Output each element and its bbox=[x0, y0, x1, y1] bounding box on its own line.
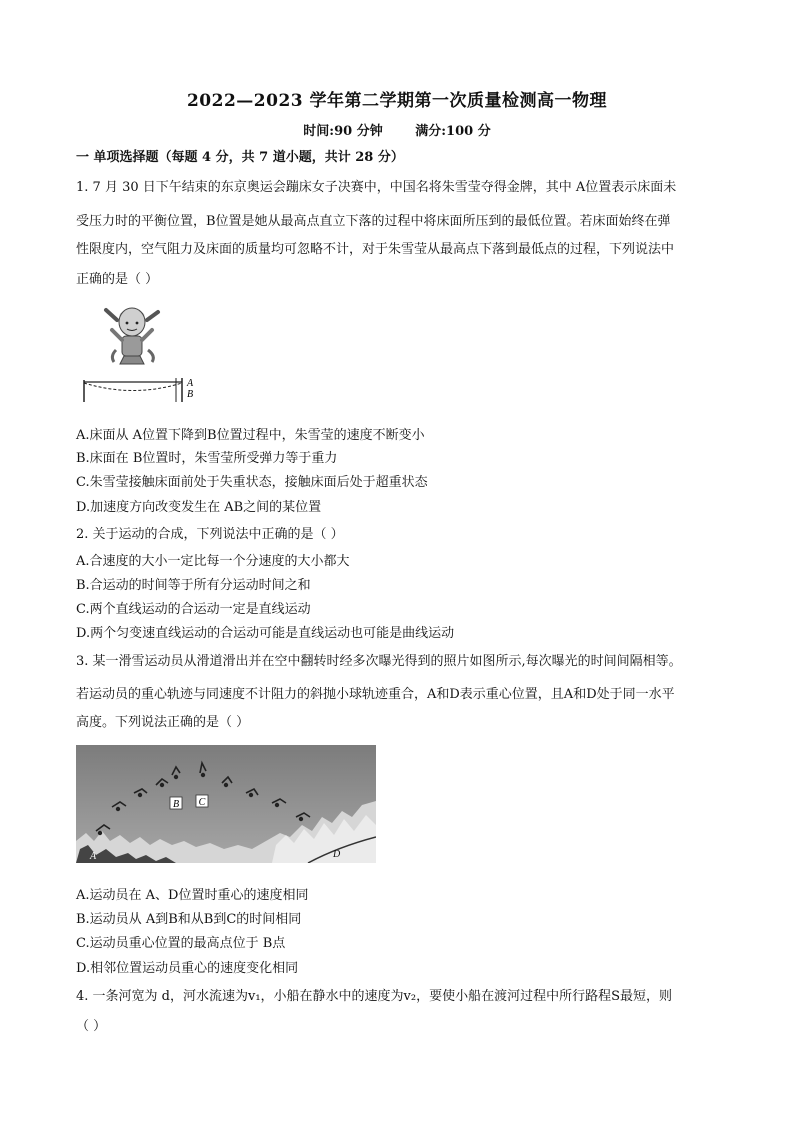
q1-line-2: 受压力时的平衡位置，B位置是她从最高点直立下落的过程中将床面所压到的最低位置。若床面始终在弹 bbox=[76, 214, 671, 229]
q3-line-1: 3. 某一滑雪运动员从滑道滑出并在空中翻转时经多次曝光得到的照片如图所示,每次曝光的时间间隔相等。 bbox=[76, 654, 682, 669]
q3-option-c: C.运动员重心位置的最高点位于 B点 bbox=[76, 936, 286, 951]
q2-option-b: B.合运动的时间等于所有分运动时间之和 bbox=[76, 578, 311, 593]
exam-info bbox=[0, 120, 794, 139]
photo-label-c: C bbox=[198, 797, 206, 808]
q3-option-a: A.运动员在 A、D位置时重心的速度相同 bbox=[76, 888, 309, 903]
q2-option-d: D.两个匀变速直线运动的合运动可能是直线运动也可能是曲线运动 bbox=[76, 626, 455, 641]
q2-stem: 2. 关于运动的合成，下列说法中正确的是（ ） bbox=[76, 527, 344, 542]
q3-option-b: B.运动员从 A到B和从B到C的时间相同 bbox=[76, 912, 302, 927]
q1-line-3: 性限度内，空气阻力及床面的质量均可忽略不计，对于朱雪莹从最高点下落到最低点的过程，下列说法中 bbox=[76, 242, 675, 257]
q1-option-d: D.加速度方向改变发生在 AB之间的某位置 bbox=[76, 500, 322, 515]
section-heading: 一 单项选择题（每题 4 分，共 7 道小题，共计 28 分） bbox=[76, 150, 404, 165]
label-b: B bbox=[187, 389, 194, 400]
skier-photo bbox=[76, 745, 376, 863]
q1-line-4: 正确的是（ ） bbox=[76, 272, 159, 287]
q4-line-2: （ ） bbox=[76, 1019, 107, 1034]
q3-option-d: D.相邻位置运动员重心的速度变化相同 bbox=[76, 961, 299, 976]
label-a: A bbox=[187, 378, 194, 389]
trampoline-figure bbox=[76, 298, 216, 408]
q1-line-1: 1. 7 月 30 日下午结束的东京奥运会蹦床女子决赛中，中国名将朱雪莹夺得金牌，其中 A位置表示床面未 bbox=[76, 180, 677, 195]
exam-score: 满分:100 分 bbox=[415, 124, 491, 139]
q3-line-2: 若运动员的重心轨迹与同速度不计阻力的斜抛小球轨迹重合，A和D表示重心位置，且A和D处于同一水平 bbox=[76, 687, 675, 702]
q1-option-c: C.朱雪莹接触床面前处于失重状态，接触床面后处于超重状态 bbox=[76, 475, 428, 490]
exam-time: 时间:90 分钟 bbox=[303, 124, 383, 139]
photo-label-a: A bbox=[90, 851, 97, 862]
q4-line-1: 4. 一条河宽为 d，河水流速为v₁，小船在静水中的速度为v₂，要使小船在渡河过程中所行路程S最短，则 bbox=[76, 989, 673, 1004]
photo-label-d: D bbox=[333, 849, 341, 860]
q3-line-3: 高度。下列说法正确的是（ ） bbox=[76, 715, 250, 730]
athlete-illustration bbox=[106, 308, 158, 364]
q2-option-a: A.合速度的大小一定比每一个分速度的大小都大 bbox=[76, 554, 350, 569]
q1-option-a: A.床面从 A位置下降到B位置过程中，朱雪莹的速度不断变小 bbox=[76, 428, 425, 443]
photo-label-b: B bbox=[172, 799, 180, 810]
page-title: 2022—2023 学年第二学期第一次质量检测高一物理 bbox=[186, 91, 608, 111]
q2-option-c: C.两个直线运动的合运动一定是直线运动 bbox=[76, 602, 311, 617]
q1-option-b: B.床面在 B位置时，朱雪莹所受弹力等于重力 bbox=[76, 451, 338, 466]
